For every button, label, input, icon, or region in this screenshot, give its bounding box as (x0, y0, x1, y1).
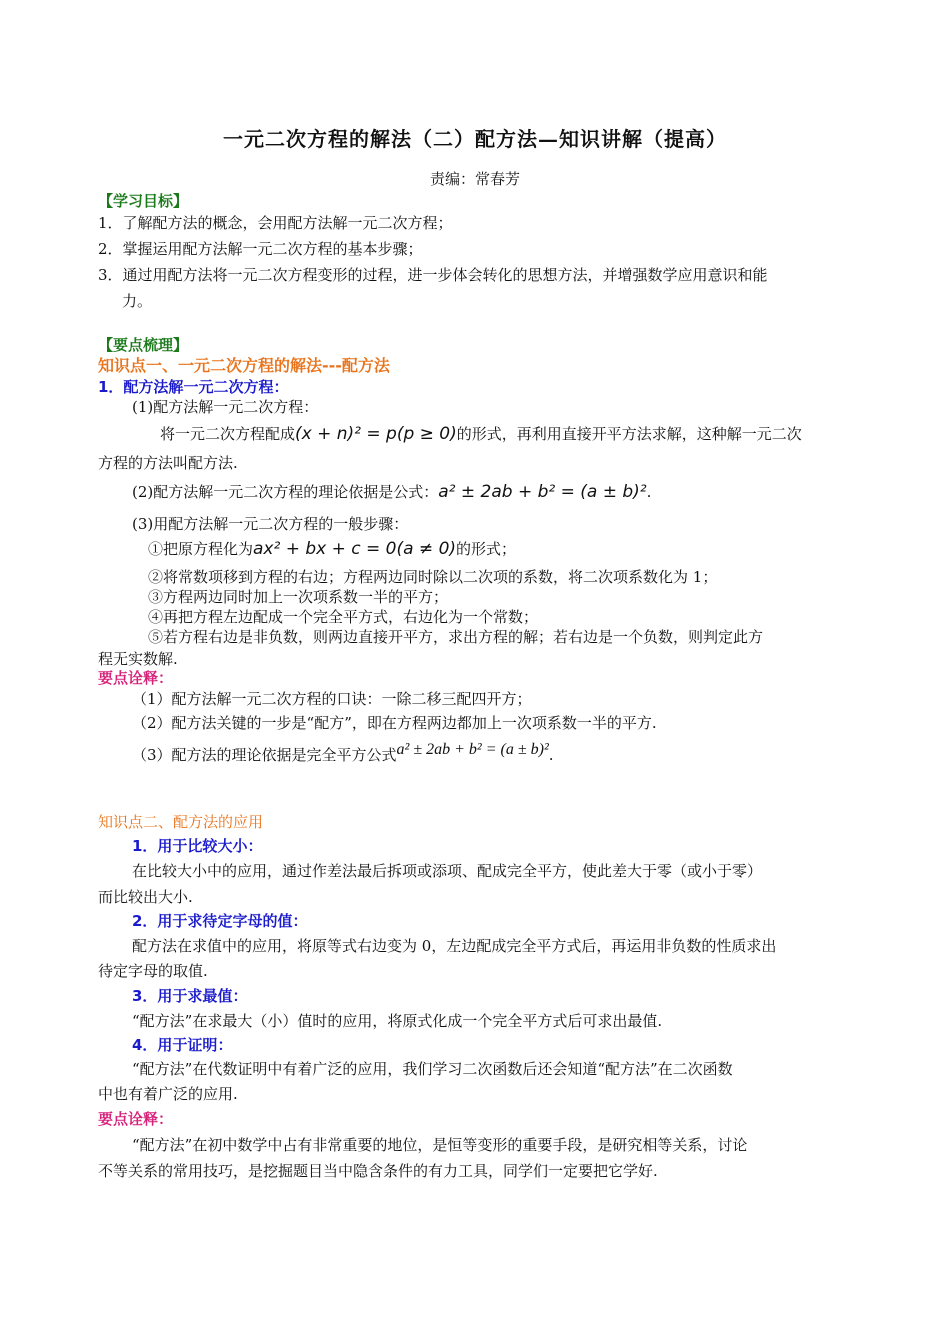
square-identity-formula: a² ± 2ab + b² = (a ± b)² (438, 482, 647, 502)
application-2-text: 待定字母的取值. (98, 962, 208, 980)
step-1-text: ①把原方程化为 (148, 540, 254, 558)
note-3-text: （3）配方法的理论依据是完全平方公式 (132, 746, 397, 764)
objective-item: 1．了解配方法的概念，会用配方法解一元二次方程； (98, 214, 453, 232)
closing-note-text: “配方法”在初中数学中占有非常重要的地位，是恒等变形的重要手段，是研究相等关系，讨论 (132, 1136, 748, 1154)
step-5-continuation: 程无实数解. (98, 650, 178, 668)
application-2-title: 2．用于求待定字母的值： (132, 912, 308, 930)
objectives-heading: 【学习目标】 (98, 192, 189, 210)
standard-form-formula: ax² + bx + c = 0(a ≠ 0) (253, 539, 457, 559)
step-1-text: 的形式； (456, 540, 517, 558)
objective-item: 2．掌握运用配方法解一元二次方程的基本步骤； (98, 240, 423, 258)
paragraph-1-text: 的形式，再利用直接开平方法求解，这种解一元二次 (456, 425, 802, 443)
paragraph-2-text: (2)配方法解一元二次方程的理论依据是公式： (132, 483, 439, 501)
closing-note-text: 不等关系的常用技巧，是挖掘题目当中隐含条件的有力工具，同学们一定要把它学好. (98, 1162, 658, 1180)
paragraph-1-label: (1)配方法解一元二次方程： (132, 398, 319, 416)
summary-heading: 【要点梳理】 (98, 336, 189, 354)
paragraph-1-line (160, 423, 802, 445)
note-heading-1: 要点诠释： (98, 669, 174, 687)
application-1-text: 而比较出大小. (98, 888, 193, 906)
paragraph-1-text: 将一元二次方程配成 (160, 425, 296, 443)
square-identity-formula-2: a² ± 2ab + b² = (a ± b)² (396, 741, 549, 758)
knowledge-point-1-heading: 知识点一、一元二次方程的解法---配方法 (98, 356, 390, 375)
application-1-title: 1．用于比较大小： (132, 837, 263, 855)
application-4-text: “配方法”在代数证明中有着广泛的应用，我们学习二次函数后还会知道“配方法”在二次函数 (132, 1060, 733, 1078)
note-item: （3）配方法的理论依据是完全平方公式a² ± 2ab + b² = (a ± b)². (132, 741, 554, 764)
paragraph-2-line: (2)配方法解一元二次方程的理论依据是公式：a² ± 2ab + b² = (a ± b)². (132, 482, 652, 502)
objective-item: 3．通过用配方法将一元二次方程变形的过程，进一步体会转化的思想方法，并增强数学应用意识和能 (98, 266, 768, 284)
note-heading-2: 要点诠释： (98, 1110, 174, 1128)
note-item: （2）配方法关键的一步是“配方”，即在方程两边都加上一次项系数一半的平方. (132, 714, 657, 732)
objective-item: 力。 (122, 292, 153, 310)
application-4-title: 4．用于证明： (132, 1036, 233, 1054)
step-5: ⑤若方程右边是非负数，则两边直接开平方，求出方程的解；若右边是一个负数，则判定此方 (148, 628, 764, 646)
paragraph-1-continuation: 方程的方法叫配方法. (98, 454, 238, 472)
application-3-title: 3．用于求最值： (132, 987, 248, 1005)
step-2: ②将常数项移到方程的右边；方程两边同时除以二次项的系数，将二次项系数化为 1； (148, 568, 718, 586)
application-1-text: 在比较大小中的应用，通过作差法最后拆项或添项、配成完全平方，使此差大于零（或小于零） (132, 862, 763, 880)
step-1 (148, 538, 516, 560)
subsection-1-title: 1．配方法解一元二次方程： (98, 378, 289, 396)
application-3-text: “配方法”在求最大（小）值时的应用，将原式化成一个完全平方式后可求出最值. (132, 1012, 663, 1030)
step-3: ③方程两边同时加上一次项系数一半的平方； (148, 588, 449, 606)
application-4-text: 中也有着广泛的应用. (98, 1085, 238, 1103)
editor-credit: 责编：常春芳 (429, 170, 520, 188)
paragraph-3-label: (3)用配方法解一元二次方程的一般步骤： (132, 515, 409, 533)
step-4: ④再把方程左边配成一个完全平方式，右边化为一个常数； (148, 608, 539, 626)
page-title: 一元二次方程的解法（二）配方法—知识讲解（提高） (223, 127, 727, 151)
vertex-form-formula: (x + n)² = p(p ≥ 0) (295, 424, 457, 444)
application-2-text: 配方法在求值中的应用，将原等式右边变为 0，左边配成完全平方式后，再运用非负数的性质求出 (132, 937, 777, 955)
knowledge-point-2-heading: 知识点二、配方法的应用 (98, 813, 264, 831)
note-item: （1）配方法解一元二次方程的口诀：一除二移三配四开方； (132, 690, 532, 708)
